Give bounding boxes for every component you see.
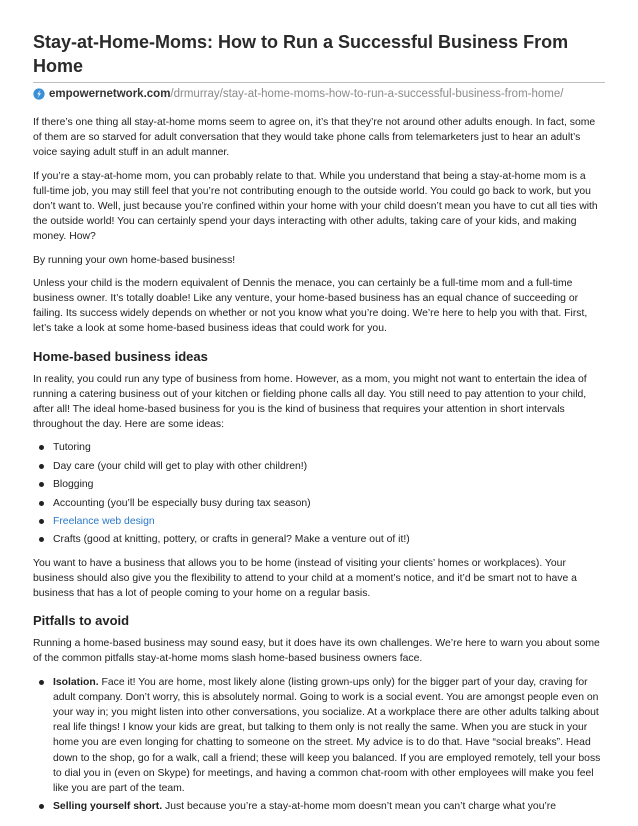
list-item — [53, 514, 605, 529]
source-path-link[interactable]: /drmurray/stay-at-home-moms-how-to-run-a-successful-business-from-home/ — [170, 88, 564, 100]
list-item: Day care (your child will get to play with other children!) — [53, 459, 605, 474]
bullet-icon — [39, 482, 44, 487]
intro-paragraph: Unless your child is the modern equivalent of Dennis the menace, you can certainly be a full-time mom and a full-time business owner. It’s totally doable! Like any venture, your home-based business has an equal chance of succeeding or failing. Its success widely depends on whether or not you know what you’re doing. We’re here to help you with that. First, let’s take a look at some home-based business ideas that could work for you. — [33, 277, 588, 335]
ideas-paragraph: In reality, you could run any type of business from home. However, as a mom, you might not want to entertain the idea of running a catering business out of your kitchen or fielding phone calls all day. You still need to pay attention to your child, after all! The ideal home-based business for you is the kind of business that requires your attention in short intervals throughout the day. Here are some ideas: — [33, 373, 587, 431]
bullet-icon — [39, 680, 44, 685]
list-item: Blogging — [53, 477, 605, 492]
intro-paragraph: If there’s one thing all stay-at-home moms seem to agree on, it’s that they’re not around other adults enough. In fact, some of them are so starved for adult conversation that they would take phone calls from telemarketers just to hear an adult’s voice saying adult stuff in an adult manner. — [33, 117, 596, 159]
bullet-icon — [39, 501, 44, 506]
list-item — [53, 799, 605, 814]
bullet-icon — [39, 537, 44, 542]
bullet-icon — [39, 804, 44, 809]
intro-paragraph: If you’re a stay-at-home mom, you can probably relate to that. While you understand that being a stay-at-home mom is a full-time job, you may still feel that you’re not contributing enough to the outside world. You could go back to work, but you don’t want to. Well, just because you’re confined within your home with your child doesn’t mean you have to cut all ties with the outside world! You can certainly spend your days interacting with other adults, taking care of your kids, and making money. How? — [33, 170, 598, 243]
empower-network-logo-icon — [33, 88, 45, 100]
list-item — [53, 675, 605, 797]
list-item: Accounting (you’ll be especially busy during tax season) — [53, 496, 605, 511]
pitfalls-paragraph: Running a home-based business may sound easy, but it does have its own challenges. We’re here to warn you about some of the common pitfalls stay-at-home moms slash home-based business owners face. — [33, 638, 600, 665]
ideas-list — [33, 440, 605, 547]
section-heading-ideas: Home-based business ideas — [33, 348, 208, 364]
pitfall-text: Just because you’re a stay-at-home mom doesn’t mean you can’t charge what you’re — [162, 801, 557, 813]
list-item: Crafts (good at knitting, pottery, or crafts in general? Make a venture out of it!) — [53, 532, 605, 547]
pitfall-term: Isolation. — [53, 676, 99, 688]
freelance-web-design-link[interactable]: Freelance web design — [53, 516, 155, 528]
article-title: Stay-at-Home-Moms: How to Run a Successful Business From Home — [33, 32, 569, 76]
bullet-icon — [39, 464, 44, 469]
pitfall-text: Face it! You are home, most likely alone (listing grown-ups only) for the bigger part of your day, craving for adult company. Don’t worry, this is absolutely normal. Going to work is a social event. You are amongst people even on your way in; you might listen into other conversations, you socialize. At a workplace there are other adults talking about real life things! I know your kids are great, but talking to them only is not really the same. When you are stuck in your home you are even longing for chatting to someone on the street. My advice is to do that. Have “social breaks”. Head down to the shop, go for a walk, call a friend; these will keep you balanced. If you are employed remotely, tell your boss to dial you in (even on Skype) for meetings, and having a common chat-room with other employees will make you feel like you are part of the team. — [53, 676, 601, 795]
pitfall-term: Selling yourself short. — [53, 801, 163, 813]
bullet-icon — [39, 519, 44, 524]
section-heading-pitfalls: Pitfalls to avoid — [33, 613, 130, 629]
source-domain-link[interactable]: empowernetwork.com — [49, 88, 171, 100]
bullet-icon — [39, 445, 44, 450]
intro-paragraph: By running your own home-based business! — [33, 254, 236, 266]
source-line — [33, 86, 605, 102]
list-item: Tutoring — [53, 440, 605, 455]
title-divider — [33, 82, 605, 83]
ideas-closing-paragraph: You want to have a business that allows you to be home (instead of visiting your clients’ homes or workplaces). Your business should also give you the flexibility to attend to your child at a moment’s notice, and it’d be smart not to have a business that has a lot of people coming to your home on a regular basis. — [33, 557, 577, 600]
pitfalls-list — [33, 675, 605, 815]
